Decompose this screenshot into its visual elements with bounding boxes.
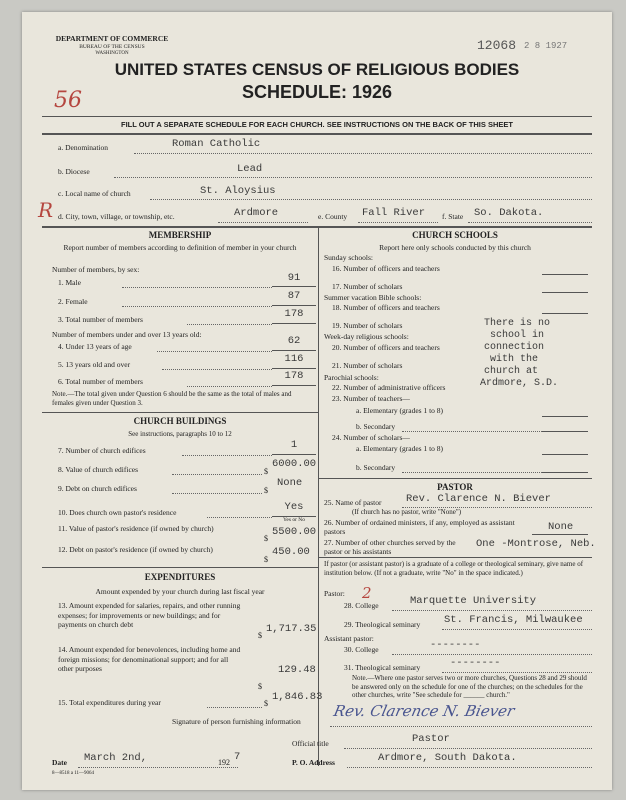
church-value: St. Aloysius [200, 185, 276, 197]
form-title: UNITED STATES CENSUS OF RELIGIOUS BODIES [114, 60, 520, 79]
q14-value: 129.48 [278, 664, 316, 676]
q25-value: Rev. Clarence N. Biever [406, 493, 551, 505]
city-label: d. City, town, village, or township, etc. [58, 212, 175, 221]
q24a-label: a. Elementary (grades 1 to 8) [356, 444, 444, 453]
q18-label: 18. Number of officers and teachers [332, 303, 440, 312]
q8-value: 6000.00 [272, 458, 317, 470]
form-code: 8—8518 a 11—9064 [52, 771, 95, 776]
year-prefix: 192 [218, 758, 230, 767]
city-value: Ardmore [234, 207, 279, 219]
q4-label: 4. Under 13 years of age [58, 342, 132, 351]
diocese-value: Lead [237, 163, 263, 175]
signature-value: Rev. Clarence N. Biever [332, 702, 517, 720]
r-mark: R [38, 198, 54, 222]
q31-label: 31. Theological seminary [344, 663, 421, 672]
po-value: Ardmore, South Dakota. [378, 752, 517, 764]
county-value: Fall River [362, 207, 426, 219]
instruction: FILL OUT A SEPARATE SCHEDULE FOR EACH CHURCH. SEE INSTRUCTIONS ON THE BACK OF THIS SHEET [121, 120, 513, 129]
yes-no-caption: Yes or No [282, 517, 306, 523]
q22-label: 22. Number of administrative officers [332, 383, 446, 392]
q12-label: 12. Debt on pastor's residence (if owned by church) [58, 545, 213, 554]
q28-label: 28. College [344, 601, 379, 610]
q27-value: One -Montrose, Neb. [476, 538, 596, 550]
q23b-label: b. Secondary [356, 422, 396, 431]
q25-note: (If church has no pastor, write "None") [352, 508, 462, 516]
church-label: c. Local name of church [58, 189, 131, 198]
school-note-5: church at [484, 366, 539, 377]
q23a-label: a. Elementary (grades 1 to 8) [356, 406, 444, 415]
grad-note: If pastor (or assistant pastor) is a graduate of a college or theological seminary, give name of institution below. (If not a graduate, write "No" in the space indicated.) [324, 560, 584, 577]
q27-label: 27. Number of other churches served by the pastor or his assistants [324, 538, 456, 556]
q13-value: 1,717.35 [266, 623, 317, 635]
pastor-note: Note.—Where one pastor serves two or more churches, Questions 28 and 29 should be answered only on the schedule for one of the churches; on the schedules for the other churches, write "See schedule for ______ church." [352, 674, 587, 699]
membership-note: Note.—The total given under Question 6 should be the same as the total of males and females given under Question 3. [52, 390, 292, 407]
q24b-label: b. Secondary [356, 463, 396, 472]
q13-label: 13. Amount expended for salaries, repairs, and other running expenses; for improvements or new buildings; and for payments on church debt [58, 601, 241, 629]
q6-label: 6. Total number of members [58, 377, 143, 386]
q29-label: 29. Theological seminary [344, 620, 421, 629]
summer-label: Summer vacation Bible schools: [324, 293, 422, 302]
q20-label: 20. Number of officers and teachers [332, 343, 440, 352]
stamp-number: 12068 [477, 38, 517, 53]
schools-sub: Report here only schools conducted by this church [379, 243, 531, 252]
q30-value: -------- [430, 639, 481, 651]
date-value: March 2nd, [84, 752, 148, 764]
weekday-label: Week-day religious schools: [324, 332, 409, 341]
state-value: So. Dakota. [474, 207, 544, 219]
q10-label: 10. Does church own pastor's residence [58, 508, 177, 517]
q26-label: 26. Number of ordained ministers, if any, employed as assistant pastors [324, 518, 515, 536]
expenditures-sub: Amount expended by your church during last fiscal year [95, 587, 265, 596]
q11-value: 5500.00 [272, 526, 317, 538]
q30-label: 30. College [344, 645, 379, 654]
q2-value: 87 [287, 290, 301, 302]
dept-line3: WASHINGTON [95, 51, 129, 56]
q7-value: 1 [290, 439, 298, 451]
school-note-3: connection [484, 342, 545, 353]
q29-value: St. Francis, Milwaukee [444, 614, 583, 626]
q23-label: 23. Number of teachers— [332, 394, 410, 403]
diocese-label: b. Diocese [58, 167, 90, 176]
denomination-value: Roman Catholic [172, 138, 261, 150]
q26-value: None [548, 521, 574, 533]
q5-label: 5. 13 years old and over [58, 360, 131, 369]
dept-line1: DEPARTMENT OF COMMERCE [55, 34, 169, 43]
school-note-6: Ardmore, S.D. [480, 378, 559, 389]
q15-value: 1,846.83 [272, 691, 323, 703]
q2-label: 2. Female [58, 297, 88, 306]
q3-value: 178 [284, 308, 304, 320]
q31-value: -------- [450, 657, 501, 669]
q28-value: Marquette University [410, 595, 537, 607]
pastor-label: Pastor: [324, 589, 345, 598]
expenditures-heading: EXPENDITURES [144, 572, 216, 582]
school-note-4: with the [490, 354, 539, 365]
q10-value: Yes [284, 501, 304, 513]
stamp-date: 2 8 1927 [524, 41, 568, 51]
membership-heading: MEMBERSHIP [148, 230, 212, 240]
q19-label: 19. Number of scholars [332, 321, 403, 330]
year-suffix: 7 [234, 751, 241, 763]
q9-value: None [277, 477, 303, 489]
q1-value: 91 [287, 272, 301, 284]
q8-label: 8. Value of church edifices [58, 465, 139, 474]
signature-label: Signature of person furnishing information [172, 717, 301, 726]
hand-two: 2 [362, 584, 372, 602]
membership-age-intro: Number of members under and over 13 years old: [52, 330, 202, 339]
schedule-title: SCHEDULE: 1926 [241, 82, 393, 102]
membership-intro: Report number of members according to definition of member in your church [63, 243, 297, 252]
q9-label: 9. Debt on church edifices [58, 484, 137, 493]
parochial-label: Parochial schools: [324, 373, 379, 382]
denomination-label: a. Denomination [58, 143, 108, 152]
q3-label: 3. Total number of members [58, 315, 143, 324]
schools-heading: CHURCH SCHOOLS [412, 230, 498, 240]
school-note-2: school in [490, 330, 545, 341]
county-label: e. County [318, 212, 348, 221]
census-form: DEPARTMENT OF COMMERCE BUREAU OF THE CENSUS WASHINGTON 12068 2 8 1927 UNITED STATES CENSUS OF RELIGIOUS BODIES SCHEDULE: 1926 56 FILL OUT A SEPARATE SCHEDULE FOR EACH CHURCH. SEE INSTRUCTIONS ON THE BACK OF THIS SHEET a. Denomination Roman Catholic b. Diocese Lead c. Local name of church St. Aloysius R d. City, town, village, or township, etc. Ardmore e. County Fall River f. State So. Dakota. MEMBERSHIP Report number of members according to definition of member in your church Number of members, by sex: 1. Male 91 2. Female 87 3. Total number of members 178 Number of members under and over 13 years old: 4. Under 13 years of age 62 5. 13 years old and over 116 6. Total number of members 178 Note.—The total given under Question 6 should be the same as the total of males and females given under Question 3. CHURCH BUILDINGS See instructions, paragraphs 10 to 12 7. Number of church edifices 1 8. Value of church edifices $ 6000.00 9. Debt on church edifices $ None 10. Does church own pastor's residence Yes Yes or No 11. Value of pastor's residence (if owned by church) $ 5500.00 12. Debt on pastor's residence (if owned by church) $ 450.00 EXPENDITURES Amount expended by your church during last fiscal year 13. Amount expended for salaries, repairs, and other running expenses; for improvements or new buildings; and for payments on church debt $ 1,717.35 14. Amount expended for benevolences, including home and foreign missions; for denominational support; and for all other purposes $ 129.48 15. Total expenditures during year $ 1,846.83 CHURCH SCHOOLS Report here only schools conducted by this church Sunday schools: 16. Number of officers and teachers 17. Number of scholars Summer vacation Bible schools: 18. Number of officers and teachers 19. Number of scholars Week-day religious schools: 20. Number of officers and teachers 21. Number of scholars Parochial schools: 22. Number of administrative officers 23. Number of teachers— a. Elementary (grades 1 to 8) b. Secondary 24. Number of scholars— a. Elementary (grades 1 to 8) b. Secondary There is no school in connection with the church at Ardmore, S.D. PASTOR 25. Name of pastor Rev. Clarence N. Biever (If church has no pastor, write "None") 26. Number of ordained ministers, if any, employed as assistant pastors None 27. Number of other churches served by the pastor or his assistants One -Montrose, Neb. If pastor (or assistant pastor) is a graduate of a college or theological seminary, give name of institution below. (If not a graduate, write "No" in the space indicated.) Pastor: 2 28. College Marquette University 29. Theological seminary St. Francis, Milwaukee Assistant pastor: 30. College -------- 31. Theological seminary -------- Note.—Where one pastor serves two or more churches, Questions 28 and 29 should be answered only on the schedule for one of the churches; on the schedules for the other churches, write "See schedule for ______ church." Signature of person furnishing information Rev. Clarence N. Biever Official title Pastor Date March 2nd, 192 7 P. O. Address Ardmore, South Dakota. 8—8518 a 11—9064 [22, 12, 612, 790]
q1-label: 1. Male [58, 278, 81, 287]
state-label: f. State [442, 212, 464, 221]
q16-label: 16. Number of officers and teachers [332, 264, 440, 273]
school-note-1: There is no [484, 318, 551, 329]
q21-label: 21. Number of scholars [332, 361, 403, 370]
q17-label: 17. Number of scholars [332, 282, 403, 291]
pastor-heading: PASTOR [437, 482, 473, 492]
q14-label: 14. Amount expended for benevolences, including home and foreign missions; for denominational support; and for all other purposes [58, 645, 241, 673]
title-label: Official title [292, 739, 329, 748]
q4-value: 62 [287, 335, 301, 347]
buildings-sub: See instructions, paragraphs 10 to 12 [128, 430, 232, 438]
q25-label: 25. Name of pastor [324, 498, 382, 507]
membership-by-sex: Number of members, by sex: [52, 265, 140, 274]
q11-label: 11. Value of pastor's residence (if owned by church) [58, 524, 214, 533]
assistant-label: Assistant pastor: [324, 634, 374, 643]
q12-value: 450.00 [272, 546, 310, 558]
date-label: Date [52, 758, 67, 767]
q5-value: 116 [284, 353, 304, 365]
sunday-label: Sunday schools: [324, 253, 373, 262]
buildings-heading: CHURCH BUILDINGS [133, 416, 227, 426]
dept-line2: BUREAU OF THE CENSUS [79, 44, 145, 50]
title-value: Pastor [412, 733, 450, 745]
po-label: P. O. Address [292, 758, 335, 767]
hand-number: 56 [54, 88, 82, 113]
q15-label: 15. Total expenditures during year [58, 698, 161, 707]
q24-label: 24. Number of scholars— [332, 433, 410, 442]
q7-label: 7. Number of church edifices [58, 446, 146, 455]
q6-value: 178 [284, 370, 304, 382]
